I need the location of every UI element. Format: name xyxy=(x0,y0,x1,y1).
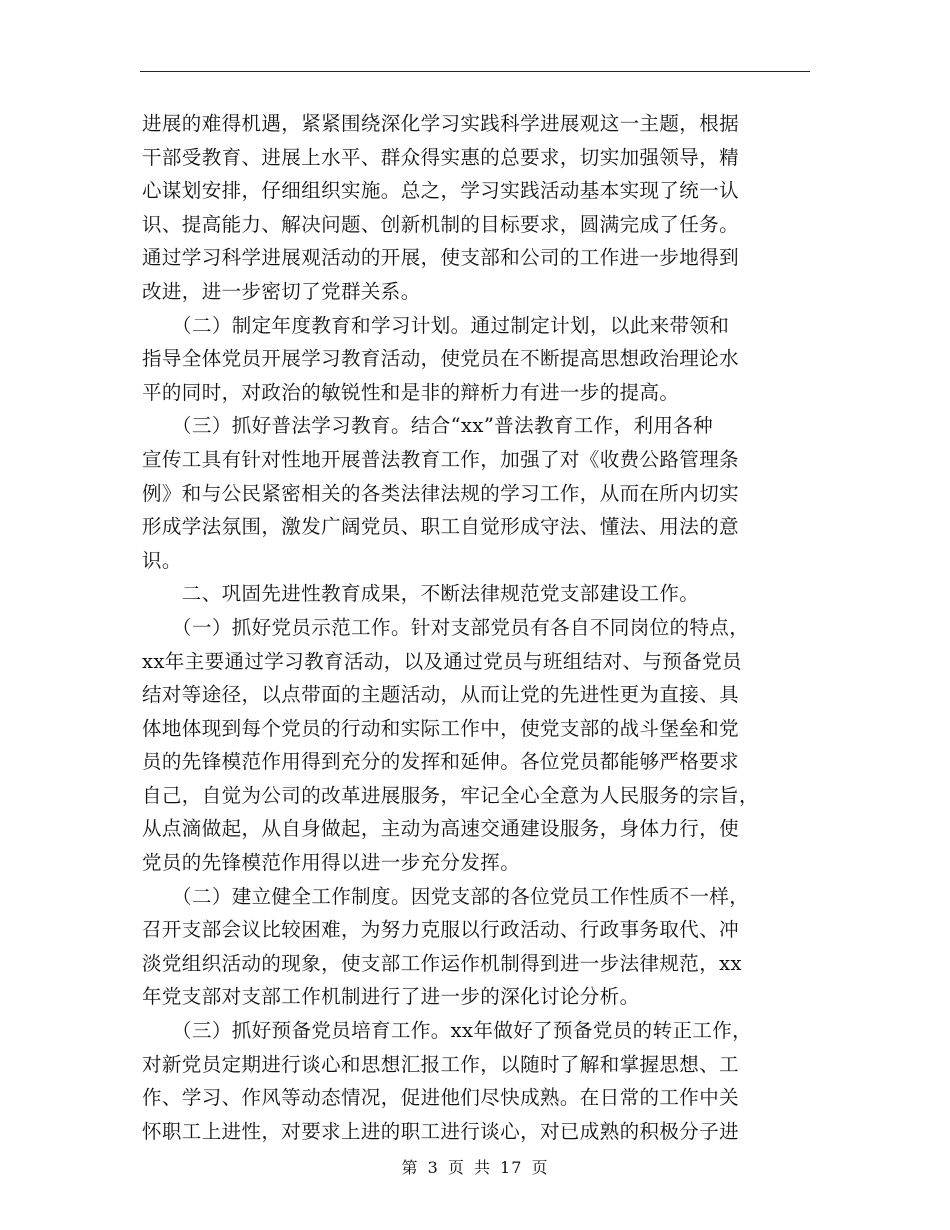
text-line: 心谋划安排，仔细组织实施。总之，学习实践活动基本实现了统一认 xyxy=(142,179,740,203)
text-line: 怀职工上进性，对要求上进的职工进行谈心，对已成熟的积极分子进 xyxy=(142,1119,740,1143)
text-line: 自己，自觉为公司的改革进展服务，牢记全心全意为人民服务的宗旨， xyxy=(142,783,759,807)
text-line: 年党支部对支部工作机制进行了进一步的深化讨论分析。 xyxy=(142,985,640,1009)
text-line: 二、巩固先进性教育成果，不断法律规范党支部建设工作。 xyxy=(142,582,700,606)
text-line: 平的同时，对政治的敏锐性和是非的辩析力有进一步的提高。 xyxy=(142,380,680,404)
text-line: 干部受教育、进展上水平、群众得实惠的总要求，切实加强领导，精 xyxy=(142,145,740,169)
text-line: 党员的先锋模范作用得以进一步充分发挥。 xyxy=(142,851,521,875)
text-line: 改进，进一步密切了党群关系。 xyxy=(142,279,421,303)
text-line: 结对等途径，以点带面的主题活动，从而让党的先进性更为直接、具 xyxy=(142,683,740,707)
text-line: （三）抓好普法学习教育。结合“xx”普法教育工作，利用各种 xyxy=(142,414,714,438)
header-rule xyxy=(140,71,810,72)
text-line: 从点滴做起，从自身做起，主动为高速交通建设服务，身体力行，使 xyxy=(142,817,740,841)
text-line: 体地体现到每个党员的行动和实际工作中，使党支部的战斗堡垒和党 xyxy=(142,716,740,740)
text-line: 识、提高能力、解决问题、创新机制的目标要求，圆满完成了任务。 xyxy=(142,212,740,236)
text-line: 通过学习科学进展观活动的开展，使支部和公司的工作进一步地得到 xyxy=(142,246,740,270)
text-line: 例》和与公民紧密相关的各类法律法规的学习工作，从而在所内切实 xyxy=(142,481,740,505)
text-line: 淡党组织活动的现象，使支部工作运作机制得到进一步法律规范，xx xyxy=(142,951,742,975)
text-line: 作、学习、作风等动态情况，促进他们尽快成熟。在日常的工作中关 xyxy=(142,1086,740,1110)
text-line: xx年主要通过学习教育活动，以及通过党员与班组结对、与预备党员 xyxy=(142,649,742,673)
text-line: 形成学法氛围，激发广阔党员、职工自觉形成守法、懂法、用法的意 xyxy=(142,515,740,539)
text-line: 宣传工具有针对性地开展普法教育工作，加强了对《收费公路管理条 xyxy=(142,447,740,471)
page-footer: 第 3 页 共 17 页 xyxy=(401,1158,549,1177)
text-line: （三）抓好预备党员培育工作。xx年做好了预备党员的转正工作， xyxy=(142,1019,753,1043)
document-body xyxy=(142,107,810,1148)
text-line: 识。 xyxy=(142,548,182,572)
text-line: 召开支部会议比较困难，为努力克服以行政活动、行政事务取代、冲 xyxy=(142,918,740,942)
text-line: （二）建立健全工作制度。因党支部的各位党员工作性质不一样， xyxy=(142,884,750,908)
text-line: 员的先锋模范作用得到充分的发挥和延伸。各位党员都能够严格要求 xyxy=(142,750,740,774)
text-line: 进展的难得机遇，紧紧围绕深化学习实践科学进展观这一主题，根据 xyxy=(142,112,740,135)
text-line: （一）抓好党员示范工作。针对支部党员有各自不同岗位的特点， xyxy=(142,615,750,639)
text-line: 对新党员定期进行谈心和思想汇报工作，以随时了解和掌握思想、工 xyxy=(142,1052,740,1076)
text-line: （二）制定年度教育和学习计划。通过制定计划，以此来带领和 xyxy=(142,313,730,337)
text-line: 指导全体党员开展学习教育活动，使党员在不断提高思想政治理论水 xyxy=(142,347,740,371)
